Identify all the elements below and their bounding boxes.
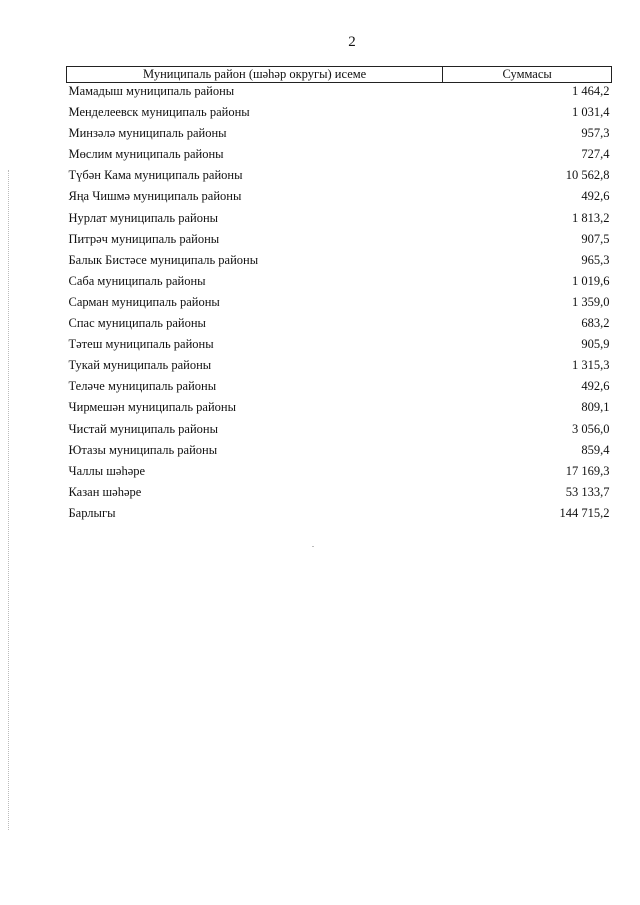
- table-row: [67, 252, 612, 273]
- row-district-name: Питрәч муниципаль районы: [68, 231, 220, 246]
- row-sum: 1 359,0: [572, 294, 610, 309]
- row-sum: 492,6: [581, 379, 610, 394]
- row-district-name: Ютазы муниципаль районы: [68, 442, 218, 457]
- row-district-name: Нурлат муниципаль районы: [68, 210, 219, 225]
- table-row: [67, 273, 612, 294]
- row-sum: 809,1: [581, 400, 610, 415]
- row-sum: 53 133,7: [565, 484, 610, 499]
- table-row: [67, 146, 612, 167]
- row-sum: 10 562,8: [565, 168, 610, 183]
- row-sum: 1 813,2: [572, 210, 610, 225]
- table-row: [67, 336, 612, 357]
- row-sum: 3 056,0: [572, 421, 610, 436]
- row-district-name: Мөслим муниципаль районы: [68, 147, 224, 162]
- row-district-name: Спас муниципаль районы: [68, 316, 206, 331]
- table-row: [67, 125, 612, 146]
- row-sum: 1 031,4: [572, 105, 610, 120]
- row-sum: 727,4: [581, 147, 610, 162]
- row-sum: 859,4: [581, 442, 610, 457]
- row-sum: 907,5: [581, 231, 610, 246]
- total-label: Барлыгы: [68, 505, 116, 520]
- row-district-name: Саба муниципаль районы: [68, 273, 206, 288]
- row-district-name: Минзәлә муниципаль районы: [68, 126, 227, 141]
- table-row: [67, 378, 612, 399]
- table-row: [67, 442, 612, 463]
- row-district-name: Казан шәһәре: [68, 484, 142, 499]
- district-sums-table-container: [66, 66, 612, 526]
- row-sum: 1 315,3: [572, 358, 610, 373]
- total-row: [67, 505, 612, 526]
- table-row: [67, 421, 612, 442]
- table-header: [67, 67, 612, 83]
- table-row: [67, 104, 612, 125]
- table-row: [67, 399, 612, 420]
- total-sum: 144 715,2: [559, 505, 610, 520]
- row-sum: 957,3: [581, 126, 610, 141]
- row-district-name: Балык Бистәсе муниципаль районы: [68, 252, 259, 267]
- row-district-name: Мамадыш муниципаль районы: [68, 84, 235, 98]
- table-row: [67, 188, 612, 209]
- row-district-name: Тәтеш муниципаль районы: [68, 337, 214, 352]
- table-row: [67, 484, 612, 505]
- row-district-name: Түбән Кама муниципаль районы: [68, 168, 243, 183]
- scan-margin-artifact: [8, 170, 11, 830]
- row-sum: 965,3: [581, 252, 610, 267]
- header-sum: Суммасы: [443, 67, 612, 83]
- row-sum: 1 019,6: [572, 273, 610, 288]
- row-district-name: Чистай муниципаль районы: [68, 421, 218, 436]
- row-sum: 17 169,3: [565, 463, 610, 478]
- table-row: [67, 315, 612, 336]
- row-district-name: Тукай муниципаль районы: [68, 358, 212, 373]
- row-district-name: Чаллы шәһәре: [68, 463, 146, 478]
- table-row: [67, 83, 612, 105]
- table-row: [67, 210, 612, 231]
- table-body: [67, 83, 612, 526]
- table-row: [67, 167, 612, 188]
- row-sum: 905,9: [581, 337, 610, 352]
- row-district-name: Чирмешән муниципаль районы: [68, 400, 236, 415]
- header-district-name: Муниципаль район (шәһәр округы) исеме: [67, 67, 443, 83]
- table-row: [67, 463, 612, 484]
- row-sum: 492,6: [581, 189, 610, 204]
- scan-speck: [312, 546, 314, 547]
- header-row: [67, 67, 612, 83]
- row-sum: 1 464,2: [572, 84, 610, 98]
- row-district-name: Яңа Чишмә муниципаль районы: [68, 189, 242, 204]
- row-district-name: Сарман муниципаль районы: [68, 294, 220, 309]
- table-row: [67, 231, 612, 252]
- table-row: [67, 357, 612, 378]
- row-district-name: Менделеевск муниципаль районы: [68, 105, 250, 120]
- row-district-name: Теләче муниципаль районы: [68, 379, 217, 394]
- row-sum: 683,2: [581, 316, 610, 331]
- district-sums-table: [66, 66, 612, 526]
- table-row: [67, 294, 612, 315]
- page-number: 2: [348, 34, 356, 50]
